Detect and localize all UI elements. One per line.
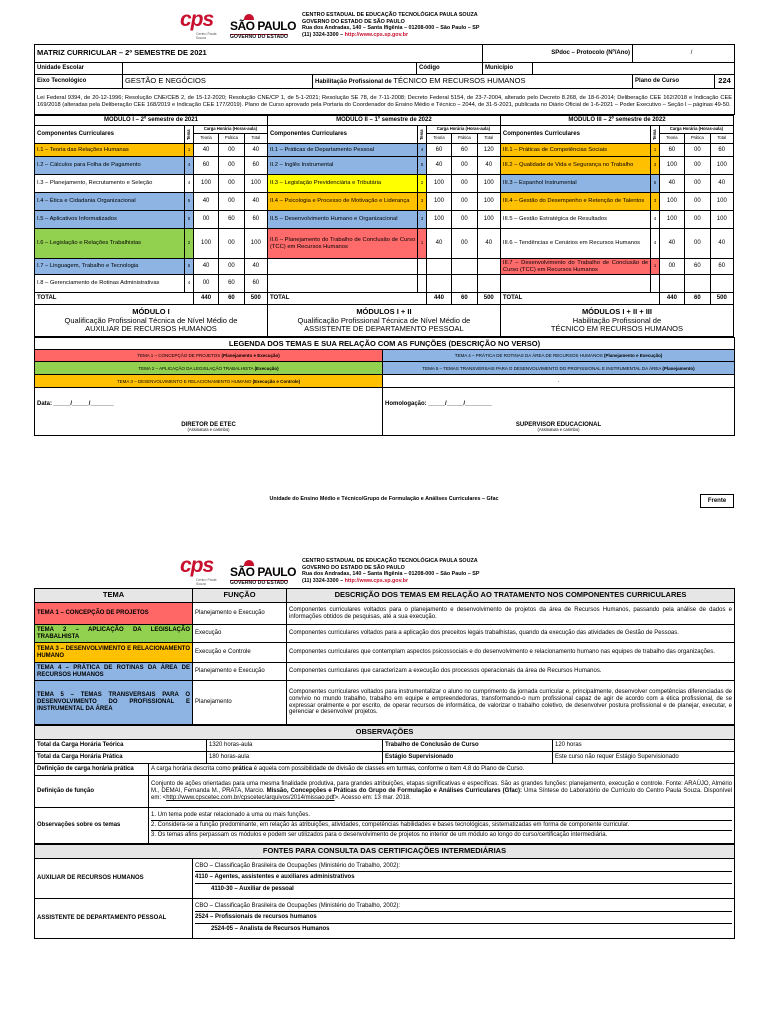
component-hours: 00	[452, 229, 477, 259]
obs-item: 3. Os temas afins perpassam os módulos e podem ser utilizados para o desenvolvimento de projetos no interior de um módulo ao longo do curso/certificação intermediária.	[151, 830, 732, 840]
carga-pratica-value: 180 horas-aula	[207, 752, 383, 764]
component-name: III.2 – Qualidade de Vida e Segurança no Trabalho	[500, 157, 650, 175]
module1-title: MÓDULO I – 2º semestre de 2021	[35, 116, 268, 126]
cc-header-2: Componentes Curriculares	[267, 126, 417, 144]
component-hours: 100	[477, 175, 500, 193]
tema-header-3: Tema	[651, 126, 659, 144]
component-hours	[659, 275, 684, 293]
eixo-label: Eixo Tecnológico	[35, 75, 123, 89]
tema-row	[35, 663, 735, 681]
cps-logo: cps Centro Paula Souza	[180, 554, 217, 586]
component-hours: 00	[685, 193, 710, 211]
verso	[34, 588, 734, 939]
component-name	[267, 259, 417, 275]
component-hours: 00	[193, 275, 218, 293]
total-row-label: TOTAL	[267, 293, 426, 305]
tema-name: TEMA 5 – TEMAS TRANSVERSAIS PARA O DESENVOLVIMENTO DO PROFISSIONAL E INSTRUMENTAL DA ÁREA	[35, 681, 193, 725]
modules-table	[34, 115, 734, 337]
component-hours: 120	[477, 144, 500, 157]
institution-address: CENTRO ESTADUAL DE EDUCAÇÃO TECNOLÓGICA PAULA SOUZA GOVERNO DO ESTADO DE SÃO PAULO Rua dos Andradas, 140 – Santa Ifigênia – 01208-000 – São Paulo – SP (11) 3324-3300 – http://www.cps.sp.gov.br	[302, 558, 480, 584]
cps-link[interactable]: http://www.cps.sp.gov.br	[344, 577, 409, 584]
total-value: 60	[219, 293, 244, 305]
funcao-col-header: FUNÇÃO	[193, 589, 287, 603]
teoria-header: Teoria	[193, 134, 218, 144]
legend-empty: -	[383, 375, 735, 388]
certificacao-name: AUXILIAR DE RECURSOS HUMANOS	[35, 859, 193, 899]
def-carga-pratica-value: A carga horária descrita como prática é aquela com possibilidade de divisão de classes em turmas, conforme o item 4.8 do Plano de Curso.	[149, 764, 735, 776]
carga-header-1: Carga Horária (Horas-aula)	[193, 126, 267, 134]
component-hours: 00	[219, 157, 244, 175]
component-hours: 00	[685, 175, 710, 193]
component-hours	[452, 259, 477, 275]
cc-header-1: Componentes Curriculares	[35, 126, 185, 144]
component-hours	[710, 275, 733, 293]
component-name: I.4 – Ética e Cidadania Organizacional	[35, 193, 185, 211]
component-hours: 40	[426, 157, 451, 175]
eixo-value: GESTÃO E NEGÓCIOS	[123, 75, 313, 89]
tema-descricao: Componentes curriculares voltados para instrumentalizar o aluno no cumprimento da jornada curricular e, principalmente, desenvolver competências diferenciadas de convívio no mundo trabalho, trabalho em equipe e empreendedoras, transformando-o num profissional capaz de agir de acordo com a ética profissional, de se expressar oralmente e por escrito, de operar recursos de informática, de valorizar o trabalho coletivo, de desenvolver postura profissional e de planejar, executar, e gerenciar e desenvolver projetos.	[287, 681, 735, 725]
tcc-value: 120 horas	[553, 740, 735, 752]
habilitacao-label: Habilitação Profissional de	[315, 79, 394, 86]
obs-item: 2. Considera-se a função predominante, em relação às atribuições, atividades, competências habilidades e bases tecnológicas, sistematizadas em forma de componente curricular.	[151, 820, 732, 830]
tema-row	[35, 681, 735, 725]
component-hours: 40	[244, 193, 267, 211]
component-hours: 100	[426, 175, 451, 193]
component-name: I.6 – Legislação e Relações Trabalhistas	[35, 229, 185, 259]
component-hours: 00	[193, 211, 218, 229]
component-name: III.1 – Práticas de Competências Sociais	[500, 144, 650, 157]
missao-pdf-link[interactable]: http://www.cpscetec.com.br/cpscetec/arquivos/2014/missao.pdf	[166, 794, 335, 801]
module2-title: MÓDULO II – 1º semestre de 2022	[267, 116, 500, 126]
tema-funcao: Planejamento	[193, 681, 287, 725]
module-row	[35, 211, 734, 229]
component-name: III.5 – Gestão Estratégica de Resultados	[500, 211, 650, 229]
qualificacao-3: MÓDULOS I + II + III Habilitação Profissional de TÉCNICO EM RECURSOS HUMANOS	[500, 305, 733, 337]
component-hours: 60	[219, 275, 244, 293]
sao-paulo-logo: SÃO PAULO GOVERNO DO ESTADO	[230, 560, 298, 588]
component-name: III.4 – Gestão do Desempenho e Retenção de Talentos	[500, 193, 650, 211]
diretor-block	[35, 388, 383, 436]
total-row-label: TOTAL	[500, 293, 659, 305]
diretor-sign-note: (Assinatura e carimbo)	[187, 427, 230, 433]
tema-col-header: TEMA	[35, 589, 193, 603]
component-hours: 00	[452, 157, 477, 175]
component-hours: 40	[193, 259, 218, 275]
qualificacao-2: MÓDULOS I + II Qualificação Profissional Técnica de Nível Médio de ASSISTENTE DE DEPARTAMENTO PESSOAL	[267, 305, 500, 337]
component-hours: 00	[452, 211, 477, 229]
qualificacao-1: MÓDULO I Qualificação Profissional Técnica de Nível Médio de AUXILIAR DE RECURSOS HUMANOS	[35, 305, 268, 337]
tema-row	[35, 643, 735, 663]
component-tema: 5	[651, 175, 659, 193]
unidade-label: Unidade Escolar	[35, 63, 123, 75]
component-hours: 00	[452, 193, 477, 211]
component-tema: 1	[651, 144, 659, 157]
component-tema: 1	[651, 259, 659, 275]
component-tema: 2	[418, 175, 426, 193]
page1-footer: Unidade do Ensino Médio e Técnico/Grupo de Formulação e Análises Curriculares – Gfac	[269, 496, 499, 502]
module-row	[35, 175, 734, 193]
component-tema: 5	[185, 259, 193, 275]
module-row	[35, 259, 734, 275]
component-hours: 60	[452, 144, 477, 157]
tema-descricao: Componentes curriculares voltados para o planejamento e desenvolvimento de projetos da área de Recursos Humanos, passando pela análise de dados e informações obtidos de pesquisas, até a sua execução.	[287, 603, 735, 625]
carga-teorica-label: Total da Carga Horária Teórica	[35, 740, 207, 752]
tema-row	[35, 603, 735, 625]
component-name: III.3 – Espanhol Instrumental	[500, 175, 650, 193]
cps-link[interactable]: http://www.cps.sp.gov.br	[344, 31, 409, 38]
municipio-field[interactable]	[533, 63, 735, 75]
pratica-header: Prática	[452, 134, 477, 144]
fontes-table	[34, 844, 735, 939]
total-header: Total	[477, 134, 500, 144]
component-hours	[426, 275, 451, 293]
def-funcao-value: Conjunto de ações orientadas para uma mesma finalidade produtiva, para grandes atribuições, etapas significativas e específicas. São as grandes funções: planejamento, execução e controle. Fonte: ARAÚJO, Almério M., DEMAI, Fernanda M., PRATA, Marcio. Missão, Concepções e Práticas do Grupo de Formulação e Análises Curriculares (Gfac): Uma Síntese do Laboratório de Currículo do Centro Paula Souza. Disponível em: <http://www.cpscetec.com.br/cpscetec/arquivos/2014/missao.pdf>. Acesso em: 13 mar. 2018.	[149, 776, 735, 808]
supervisor-label: SUPERVISOR EDUCACIONAL	[515, 421, 602, 428]
tema-name: TEMA 3 – DESENVOLVIMENTO E RELACIONAMENTO HUMANO	[35, 643, 193, 663]
component-hours: 100	[710, 211, 733, 229]
component-hours: 00	[685, 157, 710, 175]
certificacao-cbo: CBO – Classificação Brasileira de Ocupações (Ministério do Trabalho, 2002): 2524 – Profissionais de recursos humanos 2524-05 – Analista de Recursos Humanos	[193, 899, 735, 939]
fontes-title: FONTES PARA CONSULTA DAS CERTIFICAÇÕES INTERMEDIÁRIAS	[35, 845, 735, 859]
tema-name: TEMA 2 – APLICAÇÃO DA LEGISLAÇÃO TRABALHISTA	[35, 625, 193, 643]
component-hours: 40	[244, 259, 267, 275]
component-hours: 60	[426, 144, 451, 157]
component-name	[267, 275, 417, 293]
component-tema: 3	[651, 193, 659, 211]
component-tema: 5	[418, 157, 426, 175]
component-hours: 60	[219, 211, 244, 229]
component-name: II.1 – Práticas de Departamento Pessoal	[267, 144, 417, 157]
component-hours	[477, 275, 500, 293]
observacoes-table	[34, 725, 735, 844]
total-value: 500	[244, 293, 267, 305]
component-hours: 60	[244, 211, 267, 229]
tema-funcao: Execução e Controle	[193, 643, 287, 663]
total-header: Total	[244, 134, 267, 144]
component-tema	[418, 259, 426, 275]
component-name: II.5 – Desenvolvimento Humano e Organizacional	[267, 211, 417, 229]
component-tema: 3	[651, 157, 659, 175]
component-name: I.3 – Planejamento, Recrutamento e Seleção	[35, 175, 185, 193]
sao-paulo-logo: SÃO PAULO GOVERNO DO ESTADO	[230, 14, 298, 42]
total-value: 440	[426, 293, 451, 305]
certificacao-row	[35, 899, 735, 939]
component-tema: 2	[185, 229, 193, 259]
component-hours	[477, 259, 500, 275]
component-hours: 100	[426, 211, 451, 229]
plano-number: 224	[715, 75, 735, 89]
component-hours: 100	[244, 229, 267, 259]
component-hours: 100	[710, 157, 733, 175]
component-name: I.7 – Linguagem, Trabalho e Tecnologia	[35, 259, 185, 275]
total-value: 60	[452, 293, 477, 305]
component-hours: 00	[659, 259, 684, 275]
component-hours: 60	[710, 259, 733, 275]
component-name	[500, 275, 650, 293]
homologacao-field[interactable]: Homologação: _____/_____/________	[385, 401, 492, 408]
estagio-value: Este curso não requer Estágio Supervisionado	[553, 752, 735, 764]
total-value: 500	[710, 293, 733, 305]
total-row-label: TOTAL	[35, 293, 194, 305]
plano-label: Plano de Curso	[633, 75, 715, 89]
institution-address: CENTRO ESTADUAL DE EDUCAÇÃO TECNOLÓGICA PAULA SOUZA GOVERNO DO ESTADO DE SÃO PAULO Rua dos Andradas, 140 – Santa Ifigênia – 01208-000 – São Paulo – SP (11) 3324-3300 – http://www.cps.sp.gov.br	[302, 12, 480, 38]
cc-header-3: Componentes Curriculares	[500, 126, 650, 144]
component-hours: 100	[244, 175, 267, 193]
supervisor-sign-note: (Assinatura e carimbo)	[537, 427, 580, 433]
component-hours: 40	[193, 144, 218, 157]
component-hours: 100	[659, 211, 684, 229]
matriz-title: MATRIZ CURRICULAR – 2º SEMESTRE DE 2021	[35, 45, 483, 63]
component-name: II.3 – Legislação Previdenciária e Tributária	[267, 175, 417, 193]
component-hours: 00	[685, 229, 710, 259]
component-hours: 00	[219, 229, 244, 259]
component-name: III.6 – Tendências e Cenários em Recursos Humanos	[500, 229, 650, 259]
component-hours: 100	[477, 211, 500, 229]
component-tema: 1	[418, 229, 426, 259]
legenda-title: LEGENDA DOS TEMAS E SUA RELAÇÃO COM AS FUNÇÕES (DESCRIÇÃO NO VERSO)	[35, 338, 735, 350]
legenda-table	[34, 337, 735, 436]
component-hours: 00	[219, 193, 244, 211]
tema-funcao: Planejamento e Execução	[193, 603, 287, 625]
supervisor-block	[383, 388, 735, 436]
component-hours: 100	[659, 193, 684, 211]
component-tema: 3	[418, 193, 426, 211]
pratica-header: Prática	[219, 134, 244, 144]
module-row	[35, 193, 734, 211]
component-hours: 00	[219, 175, 244, 193]
data-field[interactable]: Data: _____/_____/_______	[37, 401, 114, 408]
matriz-curricular	[34, 44, 734, 504]
spdoc-field[interactable]: /	[633, 45, 735, 63]
component-tema: 3	[418, 211, 426, 229]
legend-tema-5: TEMA 5 – TEMAS TRANSVERSAIS PARA O DESENVOLVIMENTO DO PROFISSIONAL E INSTRUMENTAL DA ÁREA (Planejamento)	[383, 362, 735, 375]
component-name: I.8 – Gerenciamento de Rotinas Administrativas	[35, 275, 185, 293]
component-tema: 4	[651, 229, 659, 259]
carga-pratica-label: Total da Carga Horária Prática	[35, 752, 207, 764]
component-name: II.4 – Psicologia e Processo de Motivação e Liderança	[267, 193, 417, 211]
component-hours: 60	[710, 144, 733, 157]
unidade-field[interactable]	[123, 63, 417, 75]
tema-row	[35, 625, 735, 643]
component-hours: 100	[477, 193, 500, 211]
component-hours: 60	[244, 275, 267, 293]
component-hours: 00	[219, 259, 244, 275]
component-hours: 100	[193, 229, 218, 259]
teoria-header: Teoria	[426, 134, 451, 144]
component-hours: 40	[710, 175, 733, 193]
carga-teorica-value: 1320 horas-aula	[207, 740, 383, 752]
total-value: 440	[193, 293, 218, 305]
certificacao-name: ASSISTENTE DE DEPARTAMENTO PESSOAL	[35, 899, 193, 939]
component-hours: 60	[193, 157, 218, 175]
component-hours: 40	[244, 144, 267, 157]
component-hours: 100	[710, 193, 733, 211]
temas-table	[34, 588, 735, 725]
module3-title: MÓDULO III – 2º semestre de 2022	[500, 116, 733, 126]
component-tema: 5	[185, 193, 193, 211]
total-value: 440	[659, 293, 684, 305]
obs-temas-list	[149, 808, 735, 844]
component-tema: 4	[418, 144, 426, 157]
component-hours: 100	[426, 193, 451, 211]
component-hours: 60	[659, 144, 684, 157]
pratica-header: Prática	[685, 134, 710, 144]
component-hours: 40	[710, 229, 733, 259]
page2-header	[178, 556, 578, 590]
page1-header	[178, 10, 578, 44]
legend-tema-3: TEMA 3 – DESENVOLVIMENTO E RELACIONAMENTO HUMANO (Execução e Controle)	[35, 375, 383, 388]
matriz-header-table	[34, 44, 735, 115]
tema-header-2: Tema	[418, 126, 426, 144]
module-row	[35, 157, 734, 175]
obs-temas-label: Observações sobre os temas	[35, 808, 149, 844]
component-name: III.7 – Desenvolvimento do Trabalho de Conclusão de Curso (TCC) em Recursos Humanos	[500, 259, 650, 275]
frente-badge: Frente	[700, 494, 734, 508]
observacoes-title: OBSERVAÇÕES	[35, 726, 735, 740]
spdoc-label: SPdoc – Protocolo (Nº/Ano)	[483, 45, 633, 63]
tema-descricao: Componentes curriculares que caracterizam a execução dos processos operacionais da área de Recursos Humanos.	[287, 663, 735, 681]
component-name: I.1 – Teoria das Relações Humanas	[35, 144, 185, 157]
component-tema: 4	[651, 211, 659, 229]
module-row	[35, 275, 734, 293]
module-row	[35, 144, 734, 157]
estagio-label: Estágio Supervisionado	[383, 752, 553, 764]
tema-name: TEMA 1 – CONCEPÇÃO DE PROJETOS	[35, 603, 193, 625]
component-tema: 4	[185, 175, 193, 193]
component-hours: 40	[426, 229, 451, 259]
tema-descricao: Componentes curriculares que contemplam aspectos psicossociais e do desenvolvimento e relacionamento humano nas equipes de trabalho das organizações.	[287, 643, 735, 663]
legend-tema-4: TEMA 4 – PRÁTICA DE ROTINAS DA ÁREA DE RECURSOS HUMANOS (Planejamento e Execução)	[383, 350, 735, 362]
component-hours: 40	[477, 229, 500, 259]
component-hours: 00	[685, 144, 710, 157]
component-hours	[452, 275, 477, 293]
tema-descricao: Componentes curriculares voltados para a aplicação dos preceitos legais trabalhistas, quando da execução das atividades de Gestão de Pessoas.	[287, 625, 735, 643]
component-hours: 40	[659, 175, 684, 193]
carga-header-2: Carga Horária (Horas-aula)	[426, 126, 500, 134]
tema-header-1: Tema	[185, 126, 193, 144]
component-hours: 60	[685, 259, 710, 275]
total-value: 60	[685, 293, 710, 305]
tema-name: TEMA 4 – PRÁTICA DE ROTINAS DA ÁREA DE RECURSOS HUMANOS	[35, 663, 193, 681]
component-hours: 00	[219, 144, 244, 157]
component-tema: 5	[185, 211, 193, 229]
component-tema	[651, 275, 659, 293]
component-name: I.5 – Aplicativos Informatizados	[35, 211, 185, 229]
legend-tema-2: TEMA 2 – APLICAÇÃO DA LEGISLAÇÃO TRABALHISTA (Execução)	[35, 362, 383, 375]
total-header: Total	[710, 134, 733, 144]
obs-item: 1. Um tema pode estar relacionado a uma ou mais funções.	[151, 812, 311, 819]
component-hours: 00	[685, 211, 710, 229]
component-hours: 40	[193, 193, 218, 211]
component-name: II.6 – Planejamento do Trabalho de Conclusão de Curso (TCC) em Recursos Humanos	[267, 229, 417, 259]
codigo-label: Código	[417, 63, 483, 75]
component-hours: 60	[244, 157, 267, 175]
component-hours	[426, 259, 451, 275]
teoria-header: Teoria	[659, 134, 684, 144]
component-tema: 4	[185, 157, 193, 175]
component-hours: 40	[477, 157, 500, 175]
certificacao-row	[35, 859, 735, 899]
municipio-label: Município	[483, 63, 533, 75]
component-tema: 1	[185, 144, 193, 157]
component-name: I.2 – Cálculos para Folha de Pagamento	[35, 157, 185, 175]
component-name: II.2 – Inglês Instrumental	[267, 157, 417, 175]
component-hours: 100	[659, 157, 684, 175]
descricao-col-header: DESCRIÇÃO DOS TEMAS EM RELAÇÃO AO TRATAMENTO NOS COMPONENTES CURRICULARES	[287, 589, 735, 603]
component-hours	[685, 275, 710, 293]
tcc-label: Trabalho de Conclusão de Curso	[383, 740, 553, 752]
legend-tema-1: TEMA 1 – CONCEPÇÃO DE PROJETOS (Planejamento e Execução)	[35, 350, 383, 362]
component-hours: 40	[659, 229, 684, 259]
def-funcao-label: Definição de função	[35, 776, 149, 808]
tema-funcao: Planejamento e Execução	[193, 663, 287, 681]
tema-funcao: Execução	[193, 625, 287, 643]
legal-basis: Lei Federal 9394, de 20-12-1996; Resolução CNE/CEB 2, de 15-12-2020; Resolução CNE/CP 1, de 5-1-2021; Resolução SE 78, de 7-11-2008; Decreto Federal 5154, de 23-7-2004, alterado pelo Decreto 8.268, de 18-6-2014; Deliberação CEE 162/2018 e Indicação CEE 169/2018 (alteradas pela Deliberação CEE 168/2019 e Indicação CEE 177/2019). Plano de Curso aprovado pela Portaria do Coordenador do Ensino Médio e Técnico – 2044, de 31-5-2021, publicada no Diário Oficial de 1-6-2021 – Poder Executivo – Seção I – páginas 49-50.	[35, 89, 735, 115]
module-row	[35, 229, 734, 259]
component-hours: 00	[452, 175, 477, 193]
def-carga-pratica-label: Definição de carga horária prática	[35, 764, 149, 776]
diretor-label: DIRETOR DE ETEC	[181, 421, 236, 428]
certificacao-cbo: CBO – Classificação Brasileira de Ocupações (Ministério do Trabalho, 2002): 4110 – Agentes, assistentes e auxiliares administrativos 4110-30 – Auxiliar de pessoal	[193, 859, 735, 899]
component-tema	[418, 275, 426, 293]
component-hours: 100	[193, 175, 218, 193]
total-value: 500	[477, 293, 500, 305]
carga-header-3: Carga Horária (Horas-aula)	[659, 126, 733, 134]
cps-logo: cps Centro Paula Souza	[180, 8, 217, 40]
habilitacao-value: TÉCNICO EM RECURSOS HUMANOS	[393, 76, 526, 86]
component-tema: 4	[185, 275, 193, 293]
